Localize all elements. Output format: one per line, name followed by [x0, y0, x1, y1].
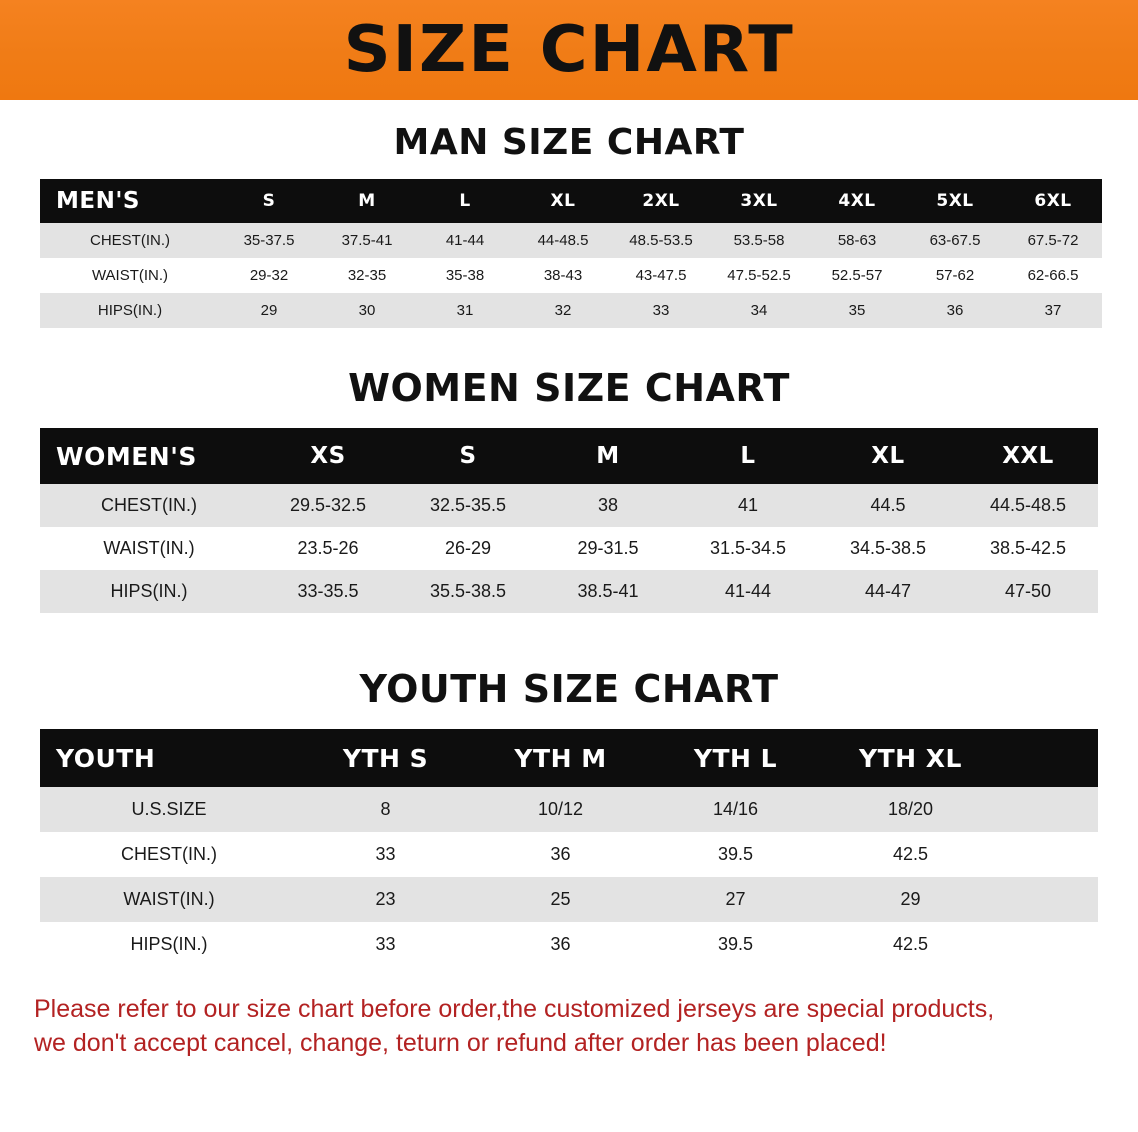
- women-hips-xxl: 47-50: [958, 570, 1098, 613]
- men-waist-s: 29-32: [220, 258, 318, 293]
- men-hips-3xl: 34: [710, 293, 808, 328]
- table-row: [40, 570, 1098, 613]
- men-header-label: MEN'S: [56, 188, 140, 214]
- table-row: [40, 922, 1098, 967]
- women-chest-xs: 29.5-32.5: [258, 484, 398, 527]
- youth-us-size-s: 8: [298, 787, 473, 832]
- women-chest-xl: 44.5: [818, 484, 958, 527]
- men-waist-xl: 38-43: [514, 258, 612, 293]
- youth-header-label: YOUTH: [56, 743, 156, 773]
- women-section-title: WOMEN SIZE CHART: [348, 366, 790, 410]
- women-chest-m: 38: [538, 484, 678, 527]
- youth-hips-s: 33: [298, 922, 473, 967]
- youth-header-yth-s: YTH S: [342, 743, 429, 773]
- table-row: [40, 877, 1098, 922]
- men-hips-2xl: 33: [612, 293, 710, 328]
- men-table-header: [40, 179, 1102, 223]
- youth-waist-l: 27: [648, 877, 823, 922]
- women-header-m: M: [596, 443, 620, 469]
- table-row: [40, 484, 1098, 527]
- men-hips-4xl: 35: [808, 293, 906, 328]
- men-table-body: [40, 223, 1102, 328]
- table-row: [40, 832, 1098, 877]
- women-waist-s: 26-29: [398, 527, 538, 570]
- women-size-table: [40, 428, 1098, 613]
- youth-us-size-m: 10/12: [473, 787, 648, 832]
- women-header-xxl: XXL: [1002, 443, 1054, 469]
- youth-row-label-waist: WAIST(IN.): [40, 877, 298, 922]
- women-hips-m: 38.5-41: [538, 570, 678, 613]
- men-chest-5xl: 63-67.5: [906, 223, 1004, 258]
- women-waist-xxl: 38.5-42.5: [958, 527, 1098, 570]
- women-row-label-chest: CHEST(IN.): [40, 484, 258, 527]
- men-waist-l: 35-38: [416, 258, 514, 293]
- men-chest-m: 37.5-41: [318, 223, 416, 258]
- men-chest-3xl: 53.5-58: [710, 223, 808, 258]
- youth-cell-spacer: [998, 877, 1098, 922]
- women-waist-xs: 23.5-26: [258, 527, 398, 570]
- youth-cell-spacer: [998, 922, 1098, 967]
- men-hips-l: 31: [416, 293, 514, 328]
- youth-chest-m: 36: [473, 832, 648, 877]
- youth-table-wrap: [0, 729, 1138, 967]
- women-header-label: WOMEN'S: [56, 441, 197, 471]
- men-header-3xl: 3XL: [740, 191, 778, 211]
- policy-note-line-1: Please refer to our size chart before order,the customized jerseys are special products,: [34, 995, 995, 1023]
- banner: [0, 0, 1138, 100]
- men-hips-xl: 32: [514, 293, 612, 328]
- table-row: [40, 293, 1102, 328]
- women-waist-xl: 34.5-38.5: [818, 527, 958, 570]
- women-header-xs: XS: [310, 443, 346, 469]
- youth-cell-spacer: [998, 832, 1098, 877]
- table-row: [40, 223, 1102, 258]
- youth-waist-xl: 29: [823, 877, 998, 922]
- women-row-label-hips: HIPS(IN.): [40, 570, 258, 613]
- youth-header-spacer: [998, 729, 1098, 787]
- youth-us-size-l: 14/16: [648, 787, 823, 832]
- men-chest-6xl: 67.5-72: [1004, 223, 1102, 258]
- youth-hips-xl: 42.5: [823, 922, 998, 967]
- men-waist-6xl: 62-66.5: [1004, 258, 1102, 293]
- women-table-wrap: [0, 428, 1138, 613]
- women-table-header: [40, 428, 1098, 484]
- table-header-row: [40, 428, 1098, 484]
- women-row-label-waist: WAIST(IN.): [40, 527, 258, 570]
- men-header-xl: XL: [550, 191, 576, 211]
- women-table-body: [40, 484, 1098, 613]
- men-chest-xl: 44-48.5: [514, 223, 612, 258]
- youth-chest-s: 33: [298, 832, 473, 877]
- women-hips-s: 35.5-38.5: [398, 570, 538, 613]
- youth-header-yth-l: YTH L: [693, 743, 778, 773]
- men-waist-m: 32-35: [318, 258, 416, 293]
- men-header-6xl: 6XL: [1034, 191, 1072, 211]
- men-header-5xl: 5XL: [936, 191, 974, 211]
- women-hips-xl: 44-47: [818, 570, 958, 613]
- youth-header-yth-xl: YTH XL: [859, 743, 962, 773]
- women-chest-s: 32.5-35.5: [398, 484, 538, 527]
- table-row: [40, 787, 1098, 832]
- women-header-s: S: [459, 443, 477, 469]
- youth-table-header: [40, 729, 1098, 787]
- men-hips-5xl: 36: [906, 293, 1004, 328]
- men-row-label-chest: CHEST(IN.): [40, 223, 220, 258]
- man-table-wrap: [0, 179, 1138, 328]
- men-hips-s: 29: [220, 293, 318, 328]
- youth-waist-m: 25: [473, 877, 648, 922]
- women-chest-xxl: 44.5-48.5: [958, 484, 1098, 527]
- youth-hips-l: 39.5: [648, 922, 823, 967]
- youth-row-label-hips: HIPS(IN.): [40, 922, 298, 967]
- men-header-l: L: [459, 191, 471, 211]
- table-row: [40, 527, 1098, 570]
- youth-chest-l: 39.5: [648, 832, 823, 877]
- table-header-row: [40, 729, 1098, 787]
- men-header-4xl: 4XL: [838, 191, 876, 211]
- banner-title: SIZE CHART: [343, 13, 795, 87]
- youth-hips-m: 36: [473, 922, 648, 967]
- men-header-2xl: 2XL: [642, 191, 680, 211]
- youth-size-table: [40, 729, 1098, 967]
- women-header-l: L: [740, 443, 756, 469]
- men-chest-2xl: 48.5-53.5: [612, 223, 710, 258]
- women-waist-m: 29-31.5: [538, 527, 678, 570]
- women-hips-l: 41-44: [678, 570, 818, 613]
- women-waist-l: 31.5-34.5: [678, 527, 818, 570]
- youth-row-label-us-size: U.S.SIZE: [40, 787, 298, 832]
- youth-us-size-xl: 18/20: [823, 787, 998, 832]
- men-waist-3xl: 47.5-52.5: [710, 258, 808, 293]
- men-header-m: M: [358, 191, 376, 211]
- table-header-row: [40, 179, 1102, 223]
- man-section-title: MAN SIZE CHART: [393, 122, 745, 163]
- men-chest-4xl: 58-63: [808, 223, 906, 258]
- policy-note: [34, 993, 1104, 1061]
- men-hips-6xl: 37: [1004, 293, 1102, 328]
- table-row: [40, 258, 1102, 293]
- men-row-label-waist: WAIST(IN.): [40, 258, 220, 293]
- youth-header-yth-m: YTH M: [514, 743, 607, 773]
- men-row-label-hips: HIPS(IN.): [40, 293, 220, 328]
- men-chest-l: 41-44: [416, 223, 514, 258]
- youth-cell-spacer: [998, 787, 1098, 832]
- men-size-table: [40, 179, 1102, 328]
- youth-table-body: [40, 787, 1098, 967]
- youth-chest-xl: 42.5: [823, 832, 998, 877]
- youth-section-title: YOUTH SIZE CHART: [359, 667, 779, 711]
- youth-row-label-chest: CHEST(IN.): [40, 832, 298, 877]
- women-header-xl: XL: [871, 443, 905, 469]
- youth-waist-s: 23: [298, 877, 473, 922]
- policy-note-line-2: we don't accept cancel, change, teturn or refund after order has been placed!: [34, 1028, 887, 1057]
- men-waist-4xl: 52.5-57: [808, 258, 906, 293]
- men-waist-5xl: 57-62: [906, 258, 1004, 293]
- women-hips-xs: 33-35.5: [258, 570, 398, 613]
- men-hips-m: 30: [318, 293, 416, 328]
- men-chest-s: 35-37.5: [220, 223, 318, 258]
- women-chest-l: 41: [678, 484, 818, 527]
- men-header-s: S: [262, 191, 276, 211]
- men-waist-2xl: 43-47.5: [612, 258, 710, 293]
